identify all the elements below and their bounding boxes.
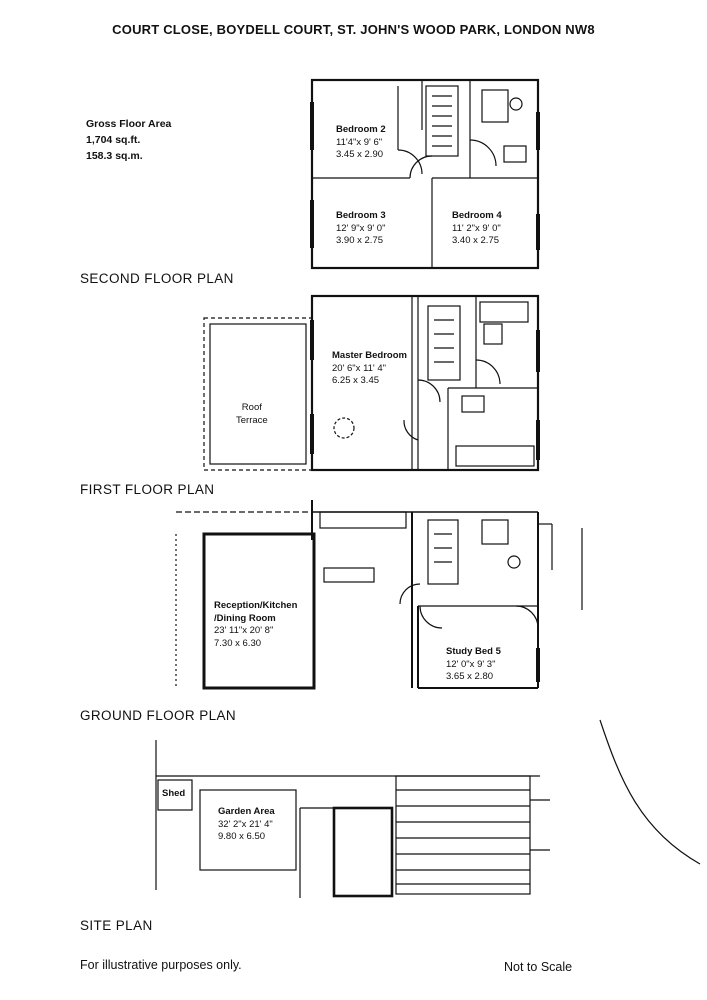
site-plan-label: SITE PLAN <box>80 918 153 933</box>
room-metric: 3.45 x 2.90 <box>336 149 384 160</box>
room-imperial: 20' 6"x 11' 4" <box>332 362 387 374</box>
ground-floor-walls <box>176 500 582 688</box>
garden-metric: 9.80 x 6.50 <box>218 831 266 842</box>
second-floor-plan-label: SECOND FLOOR PLAN <box>80 271 234 286</box>
roof-terrace <box>236 402 268 427</box>
gross-floor-area-sqft: 1,704 sq.ft. <box>86 134 141 146</box>
room-metric: 3.40 x 2.75 <box>452 235 500 246</box>
room-name-line2: /Dining Room <box>214 612 276 624</box>
garden-area <box>218 806 275 844</box>
room-metric: 3.90 x 2.75 <box>336 235 384 246</box>
gross-floor-area <box>86 116 171 164</box>
room-name: Master Bedroom <box>332 350 407 361</box>
room-name: Bedroom 4 <box>452 210 502 221</box>
room-name-line1: Reception/Kitchen <box>214 600 298 611</box>
footer-scale-note: Not to Scale <box>504 960 573 974</box>
footer-disclaimer: For illustrative purposes only. <box>80 958 242 972</box>
room-metric: 6.25 x 3.45 <box>332 375 380 386</box>
roof-terrace-line1: Roof <box>241 402 262 413</box>
room-bedroom-3 <box>336 210 386 248</box>
room-study-bed-5 <box>446 646 501 684</box>
room-bedroom-4 <box>452 210 502 248</box>
room-imperial: 12' 0"x 9' 3" <box>446 658 496 670</box>
garden-name: Garden Area <box>218 806 275 817</box>
room-name: Bedroom 2 <box>336 124 386 135</box>
room-reception-kitchen <box>214 600 297 650</box>
gross-floor-area-sqm: 158.3 sq.m. <box>86 150 143 162</box>
page-title: COURT CLOSE, BOYDELL COURT, ST. JOHN'S WOOD PARK, LONDON NW8 <box>112 22 595 37</box>
room-name: Study Bed 5 <box>446 646 501 657</box>
shed-name: Shed <box>162 788 186 799</box>
ground-floor-plan-label: GROUND FLOOR PLAN <box>80 708 237 723</box>
first-floor-plan-label: FIRST FLOOR PLAN <box>80 482 215 497</box>
room-name: Bedroom 3 <box>336 210 386 221</box>
room-imperial: 12' 9"x 9' 0" <box>336 222 386 234</box>
room-metric: 7.30 x 6.30 <box>214 637 262 649</box>
room-imperial: 23' 11"x 20' 8" <box>214 625 274 636</box>
shed-label <box>162 788 185 801</box>
garden-imperial: 32' 2"x 21' 4" <box>218 818 273 830</box>
gross-floor-area-label: Gross Floor Area <box>86 118 172 130</box>
room-bedroom-2 <box>336 124 386 162</box>
room-metric: 3.65 x 2.80 <box>446 671 494 682</box>
room-imperial: 11'4"x 9' 6" <box>336 136 383 148</box>
roof-terrace-line2: Terrace <box>236 414 268 426</box>
room-imperial: 11' 2"x 9' 0" <box>452 222 501 234</box>
room-master-bedroom <box>332 350 407 388</box>
